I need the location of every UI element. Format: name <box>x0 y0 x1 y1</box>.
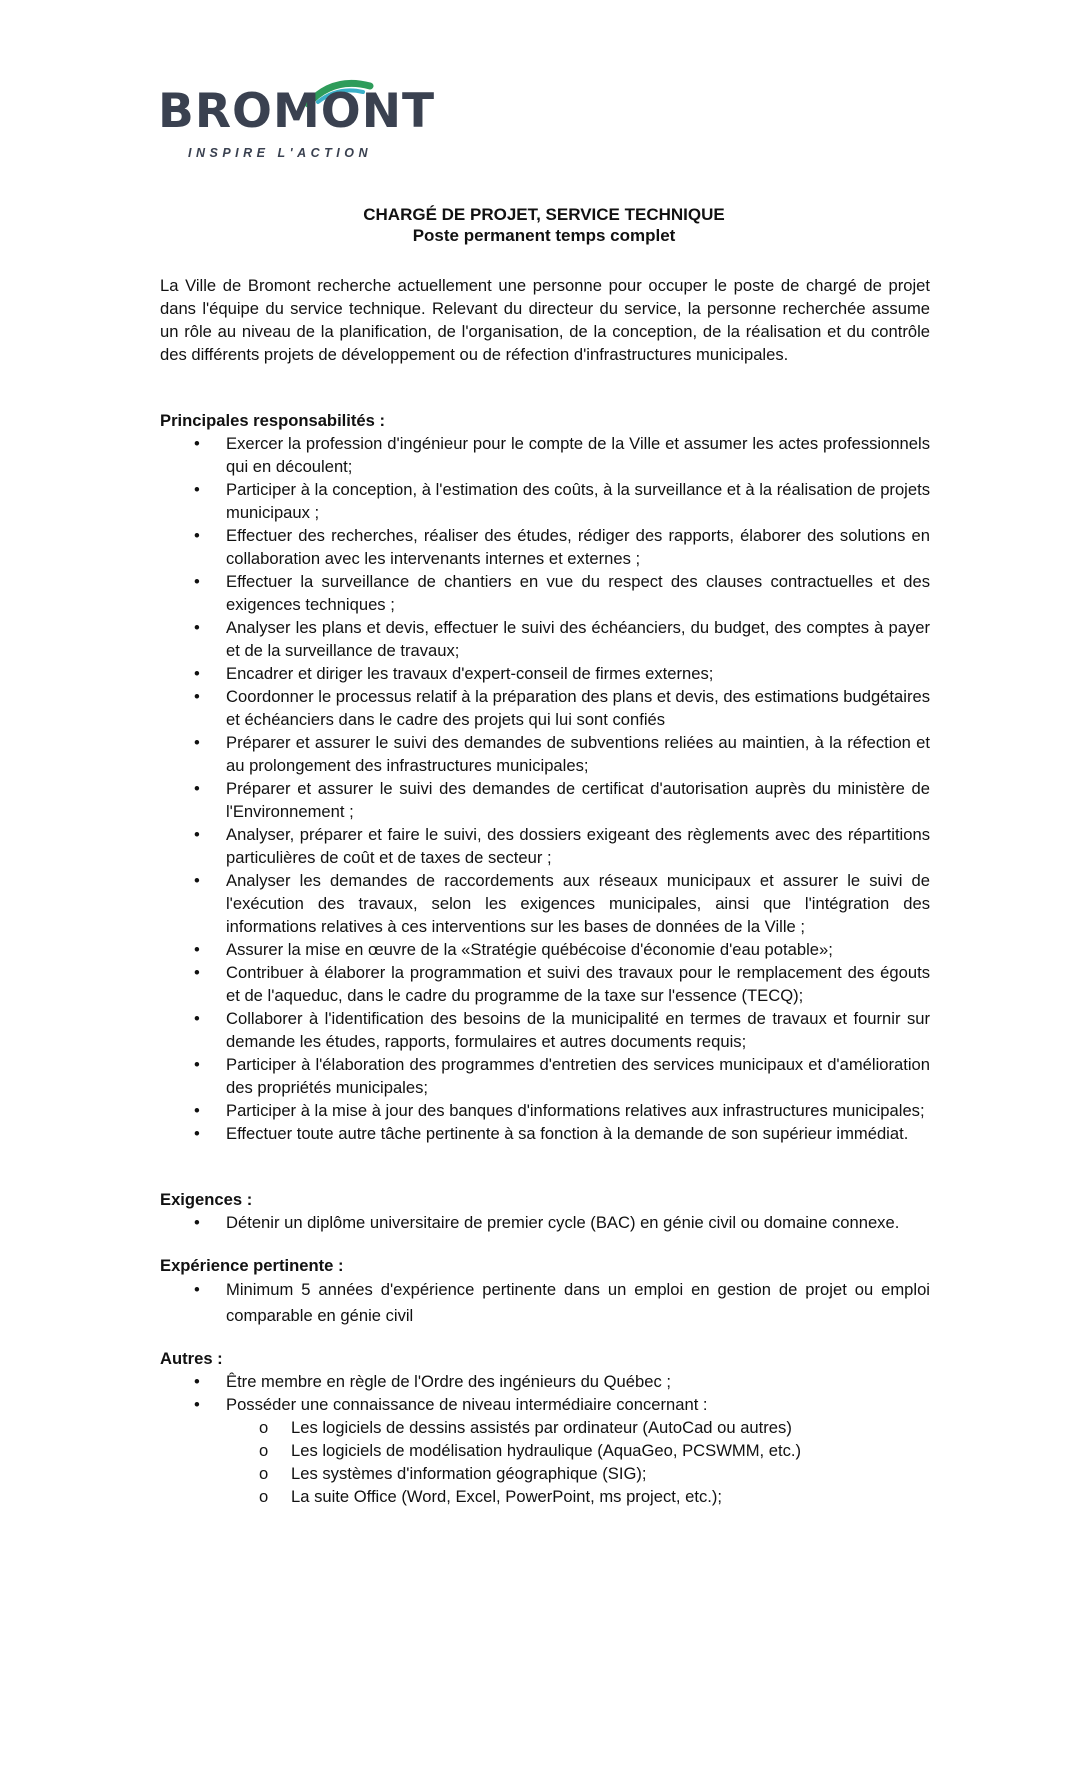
sublist-item: o La suite Office (Word, Excel, PowerPoint, ms project, etc.); <box>160 1485 930 1508</box>
bromont-logo <box>158 74 436 166</box>
list-item: • Effectuer la surveillance de chantiers en vue du respect des clauses contractuelles et des exigences techniques ; <box>160 570 930 616</box>
responsibilities-heading: Principales responsabilités : <box>160 411 386 430</box>
list-item: • Préparer et assurer le suivi des demandes de subventions reliées au maintien, à la réfection et au prolongement des infrastructures municipales; <box>160 731 930 777</box>
list-item: • Effectuer des recherches, réaliser des études, rédiger des rapports, élaborer des solutions en collaboration avec les intervenants internes et externes ; <box>160 524 930 570</box>
list-item: • Minimum 5 années d'expérience pertinente dans un emploi en gestion de projet ou emploi comparable en génie civil <box>160 1277 930 1329</box>
others-list <box>160 1370 930 1416</box>
list-item: • Participer à l'élaboration des programmes d'entretien des services municipaux et d'amélioration des propriétés municipales; <box>160 1053 930 1099</box>
requirements-heading: Exigences : <box>160 1190 253 1209</box>
list-item: • Posséder une connaissance de niveau intermédiaire concernant : <box>160 1393 930 1416</box>
list-item: • Effectuer toute autre tâche pertinente à sa fonction à la demande de son supérieur immédiat. <box>160 1122 930 1145</box>
list-item: • Être membre en règle de l'Ordre des ingénieurs du Québec ; <box>160 1370 930 1393</box>
list-item: • Coordonner le processus relatif à la préparation des plans et devis, des estimations budgétaires et échéanciers dans le cadre des projets qui lui sont confiés <box>160 685 930 731</box>
experience-heading: Expérience pertinente : <box>160 1256 344 1275</box>
list-item: • Exercer la profession d'ingénieur pour le compte de la Ville et assumer les actes professionnels qui en découlent; <box>160 432 930 478</box>
logo-tagline: INSPIRE L'ACTION <box>188 146 373 160</box>
list-item: • Analyser les demandes de raccordements aux réseaux municipaux et assurer le suivi de l'exécution des travaux, selon les exigences municipales, ainsi que l'intégration des informations relatives à ces interventions sur les bases de données de la Ville ; <box>160 869 930 938</box>
list-item: • Détenir un diplôme universitaire de premier cycle (BAC) en génie civil ou domaine connexe. <box>160 1211 930 1234</box>
list-item: • Participer à la mise à jour des banques d'informations relatives aux infrastructures municipales; <box>160 1099 930 1122</box>
list-item: • Préparer et assurer le suivi des demandes de certificat d'autorisation auprès du ministère de l'Environnement ; <box>160 777 930 823</box>
list-item: • Analyser les plans et devis, effectuer le suivi des échéanciers, du budget, des comptes à payer et de la surveillance de travaux; <box>160 616 930 662</box>
sublist-item: o Les logiciels de modélisation hydraulique (AquaGeo, PCSWMM, etc.) <box>160 1439 930 1462</box>
sublist-item: o Les logiciels de dessins assistés par ordinateur (AutoCad ou autres) <box>160 1416 930 1439</box>
title-block <box>0 204 1088 246</box>
page-title: CHARGÉ DE PROJET, SERVICE TECHNIQUE <box>363 205 725 224</box>
list-item: • Contribuer à élaborer la programmation et suivi des travaux pour le remplacement des égouts et de l'aqueduc, dans le cadre du programme de la taxe sur l'essence (TECQ); <box>160 961 930 1007</box>
others-heading: Autres : <box>160 1349 223 1368</box>
page-subtitle: Poste permanent temps complet <box>412 226 676 245</box>
experience-list <box>160 1277 930 1329</box>
logo-wordmark: BROMONT <box>158 84 436 139</box>
list-item: • Participer à la conception, à l'estimation des coûts, à la surveillance et à la réalisation de projets municipaux ; <box>160 478 930 524</box>
list-item: • Analyser, préparer et faire le suivi, des dossiers exigeant des règlements avec des répartitions particulières de coût et de taxes de secteur ; <box>160 823 930 869</box>
document-body <box>160 274 930 1508</box>
requirements-list <box>160 1211 930 1234</box>
intro-paragraph: La Ville de Bromont recherche actuellement une personne pour occuper le poste de chargé de projet dans l'équipe du service technique. Relevant du directeur du service, la personne recherchée assume un rôle au niveau de la planification, de l'organisation, de la conception, de la réalisation et du contrôle des différents projets de développement ou de réfection d'infrastructures municipales. <box>160 276 930 364</box>
responsibilities-list <box>160 432 930 1145</box>
list-item: • Assurer la mise en œuvre de la «Stratégie québécoise d'économie d'eau potable»; <box>160 938 930 961</box>
list-item: • Encadrer et diriger les travaux d'expert-conseil de firmes externes; <box>160 662 930 685</box>
software-sublist <box>160 1416 930 1508</box>
list-item: • Collaborer à l'identification des besoins de la municipalité en termes de travaux et fournir sur demande les études, rapports, formulaires et autres documents requis; <box>160 1007 930 1053</box>
sublist-item: o Les systèmes d'information géographique (SIG); <box>160 1462 930 1485</box>
